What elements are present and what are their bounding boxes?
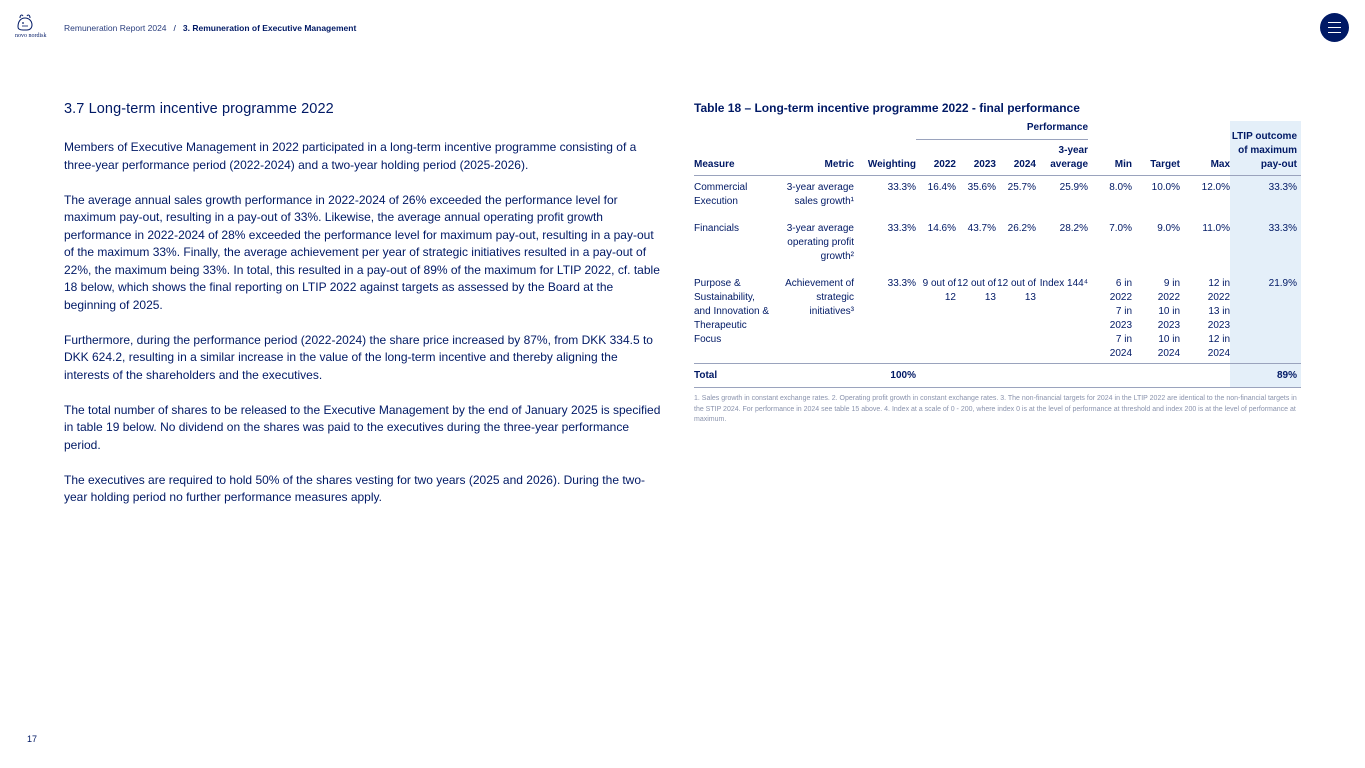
cell-2023: 12 out of 13 bbox=[956, 272, 996, 364]
cell-ltip-outcome: 33.3% bbox=[1230, 217, 1301, 272]
menu-line-icon bbox=[1328, 22, 1341, 23]
ltip-performance-table bbox=[694, 121, 1301, 388]
cell-measure: Financials bbox=[694, 223, 740, 234]
menu-line-icon bbox=[1328, 27, 1341, 28]
cell-max: 12 in 2022 13 in 2023 12 in 2024 bbox=[1180, 272, 1230, 364]
cell-min: 7.0% bbox=[1109, 223, 1133, 234]
cell-measure: Commercial Execution bbox=[694, 182, 748, 207]
cell-2024: 12 out of 13 bbox=[996, 272, 1036, 364]
col-header-2023: 2023 bbox=[956, 140, 996, 176]
table-section bbox=[694, 101, 1301, 426]
cell-2022: 14.6% bbox=[927, 223, 956, 234]
table-row bbox=[694, 272, 1301, 364]
col-header-target: Target bbox=[1132, 140, 1180, 176]
cell-3yr-average: 28.2% bbox=[1059, 223, 1089, 234]
col-header-max: Max bbox=[1180, 140, 1230, 176]
table-footnotes: 1. Sales growth in constant exchange rates. 2. Operating profit growth in constant exchange rates. 3. The non-financial targets for 2024 in the LTIP 2022 are identical to the non-financial targets in the STIP 2024. For performance in 2024 see table 15 above. 4. Index at a scale of 0 - 200, where index 0 is at the level of performance at threshold and index 200 is at the level of performance at maximum. bbox=[694, 395, 1297, 423]
cell-max: 12.0% bbox=[1201, 182, 1231, 193]
table-title: Table 18 – Long-term incentive programme 2022 - final performance bbox=[694, 101, 1080, 115]
col-header-weighting: Weighting bbox=[854, 140, 916, 176]
breadcrumb-separator: / bbox=[173, 23, 176, 33]
apis-bull-logo-icon bbox=[14, 13, 36, 33]
col-header-min: Min bbox=[1088, 140, 1132, 176]
cell-min: 6 in 2022 7 in 2023 7 in 2024 bbox=[1088, 272, 1132, 364]
cell-target: 10.0% bbox=[1151, 182, 1181, 193]
cell-min: 8.0% bbox=[1109, 182, 1133, 193]
cell-3yr-average: 25.9% bbox=[1059, 182, 1089, 193]
page-number: 17 bbox=[27, 734, 38, 744]
cell-target: 9.0% bbox=[1157, 223, 1181, 234]
cell-ltip-outcome: 33.3% bbox=[1230, 176, 1301, 218]
cell-metric: Achievement of strategic initiatives³ bbox=[772, 272, 854, 364]
paragraph: Members of Executive Management in 2022 participated in a long-term incentive programme consisting of a three-year performance period (2022-2024) and a two-year holding period (2025-2026). bbox=[64, 140, 637, 172]
cell-2022: 16.4% bbox=[927, 182, 956, 193]
menu-line-icon bbox=[1328, 32, 1341, 33]
cell-2024: 25.7% bbox=[1007, 182, 1036, 193]
cell-weighting: 33.3% bbox=[887, 223, 916, 234]
cell-ltip-outcome: 21.9% bbox=[1230, 272, 1301, 364]
breadcrumb-parent-link[interactable]: Remuneration Report 2024 bbox=[64, 23, 167, 33]
total-row bbox=[694, 364, 1301, 388]
cell-measure: Purpose & Sustainability, and Innovation & Therapeutic Focus bbox=[694, 272, 772, 364]
col-header-measure: Measure bbox=[694, 140, 772, 176]
cell-weighting: 33.3% bbox=[887, 182, 916, 193]
cell-2023: 35.6% bbox=[967, 182, 996, 193]
cell-metric: 3-year average operating profit growth² bbox=[786, 223, 854, 262]
cell-max: 11.0% bbox=[1202, 223, 1231, 234]
col-header-2024: 2024 bbox=[996, 140, 1036, 176]
col-header-3yr-average: 3-year average bbox=[1036, 140, 1088, 176]
breadcrumb bbox=[64, 23, 356, 33]
cell-3yr-average: Index 144⁴ bbox=[1036, 272, 1088, 364]
ltip-outcome-header: LTIP outcome of maximum pay-out bbox=[1230, 121, 1301, 176]
table-row bbox=[694, 176, 1301, 218]
cell-weighting: 33.3% bbox=[854, 272, 916, 364]
cell-target: 9 in 2022 10 in 2023 10 in 2024 bbox=[1132, 272, 1180, 364]
paragraph: The executives are required to hold 50% of the shares vesting for two years (2025 and 2026). During the two-year holding period no further performance measures apply. bbox=[64, 472, 645, 504]
table-row bbox=[694, 217, 1301, 272]
cell-total-ltip: 89% bbox=[1230, 364, 1301, 388]
cell-2023: 43.7% bbox=[967, 223, 996, 234]
logo-wordmark: novo nordisk bbox=[15, 33, 47, 39]
col-header-metric: Metric bbox=[772, 140, 854, 176]
performance-group-header: Performance bbox=[916, 121, 1088, 140]
text-column bbox=[64, 101, 664, 524]
paragraph: Furthermore, during the performance period (2022-2024) the share price increased by 87%, from DKK 334.5 to DKK 624.2, resulting in a similar increase in the value of the long-term incentive and thereby aligning the interests of the shareholders and the executives. bbox=[64, 332, 653, 382]
paragraph: The average annual sales growth performance in 2022-2024 of 26% exceeded the performance level for maximum pay-out, resulting in a pay-out of 33%. Likewise, the average annual operating profit growth performance in 2022-2024 of 28% exceeded the performance level for maximum pay-out, resulting in a pay-out of the maximum 33%. Finally, the average achievement per year of strategic initiatives resulted in a pay-out of 22%, the maximum being 33%. In total, this resulted in a pay-out of 89% of the maximum for LTIP 2022, cf. table 18 below, which shows the final reporting on LTIP 2022 against targets as assessed by the Board at the beginning of 2025. bbox=[64, 192, 660, 312]
cell-total-label: Total bbox=[694, 364, 772, 388]
col-header-2022: 2022 bbox=[916, 140, 956, 176]
hamburger-menu-button[interactable] bbox=[1320, 13, 1349, 42]
breadcrumb-current[interactable]: 3. Remuneration of Executive Management bbox=[182, 23, 357, 33]
cell-metric: 3-year average sales growth¹ bbox=[786, 182, 854, 207]
paragraph: The total number of shares to be released to the Executive Management by the end of January 2025 is specified in table 19 below. No dividend on the shares was paid to the executives during the three-year performance period. bbox=[64, 402, 661, 452]
section-title: 3.7 Long-term incentive programme 2022 bbox=[64, 101, 334, 117]
cell-2024: 26.2% bbox=[1007, 223, 1036, 234]
cell-total-weighting: 100% bbox=[854, 364, 916, 388]
cell-2022: 9 out of 12 bbox=[916, 272, 956, 364]
